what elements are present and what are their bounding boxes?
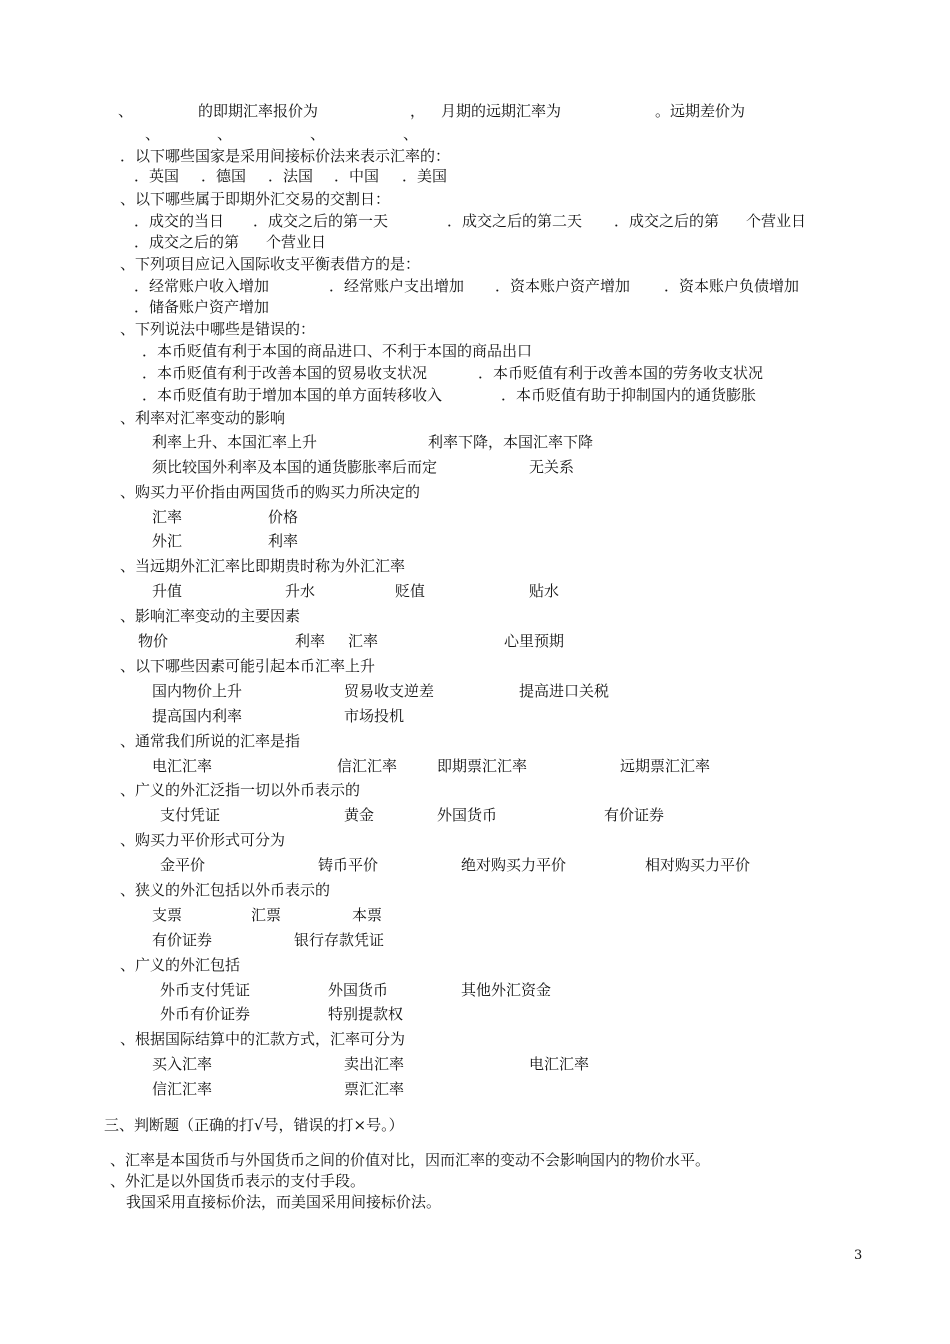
- option: 其他外汇资金: [461, 981, 552, 999]
- option: 信汇汇率: [152, 1080, 213, 1098]
- option: ．资本账户负债增加: [664, 277, 800, 295]
- text-segment: 、当远期外汇汇率比即期贵时称为外汇汇率: [120, 557, 406, 575]
- option: 贬值: [395, 582, 426, 600]
- text-segment: 个营业日: [746, 212, 807, 230]
- option: ．本币贬值有利于改善本国的贸易收支状况: [142, 364, 428, 382]
- text-segment: 、通常我们所说的汇率是指: [120, 732, 301, 750]
- option: 升水: [285, 582, 316, 600]
- text-segment: 、影响汇率变动的主要因素: [120, 607, 301, 625]
- option: 利率: [268, 532, 299, 550]
- option: 特别提款权: [328, 1005, 404, 1023]
- option: 提高进口关税: [519, 682, 610, 700]
- option: 利率上升、本国汇率上升: [152, 433, 318, 451]
- option: ．本币贬值有利于本国的商品进口、不利于本国的商品出口: [142, 342, 533, 360]
- option: ．经常账户收入增加: [134, 277, 270, 295]
- text-segment: 、狭义的外汇包括以外币表示的: [120, 881, 331, 899]
- option: 无关系: [529, 458, 575, 476]
- option: ．美国: [402, 167, 448, 185]
- option: ．成交之后的第一天: [253, 212, 389, 230]
- text-segment: 、购买力平价指由两国货币的购买力所决定的: [120, 483, 421, 501]
- option: 利率下降，本国汇率下降: [428, 433, 594, 451]
- option: 心里预期: [504, 632, 565, 650]
- text-segment: 、下列说法中哪些是错误的：: [120, 320, 316, 338]
- option: ．本币贬值有利于改善本国的劳务收支状况: [478, 364, 764, 382]
- option: ．本币贬值有助于抑制国内的通货膨胀: [501, 386, 757, 404]
- option: 支票: [152, 906, 183, 924]
- option: ．成交之后的第: [614, 212, 720, 230]
- option: 贴水: [529, 582, 560, 600]
- option: 贸易收支逆差: [344, 682, 435, 700]
- option: 外币支付凭证: [160, 981, 251, 999]
- option: 市场投机: [344, 707, 405, 725]
- text-segment: 、利率对汇率变动的影响: [120, 409, 286, 427]
- option: ．德国: [201, 167, 247, 185]
- option: ．法国: [268, 167, 314, 185]
- text-segment: 我国采用直接标价法，而美国采用间接标价法。: [126, 1193, 442, 1211]
- option: 升值: [152, 582, 183, 600]
- option: 金平价: [160, 856, 206, 874]
- option: 有价证券: [152, 931, 213, 949]
- option: 汇率: [152, 508, 183, 526]
- option: 物价: [138, 632, 169, 650]
- option: 汇率: [348, 632, 379, 650]
- text-segment: 、: [118, 102, 134, 120]
- option: 外国货币: [328, 981, 389, 999]
- option: ．本币贬值有助于增加本国的单方面转移收入: [142, 386, 443, 404]
- text-segment: ．以下哪些国家是采用间接标价法来表示汇率的：: [120, 147, 451, 165]
- option: ．经常账户支出增加: [329, 277, 465, 295]
- text-segment: 、根据国际结算中的汇款方式，汇率可分为: [120, 1030, 406, 1048]
- text-segment: ，: [410, 102, 426, 120]
- text-segment: 、以下哪些属于即期外汇交易的交割日：: [120, 190, 391, 208]
- option: 须比较国外利率及本国的通货膨胀率后而定: [152, 458, 438, 476]
- text-segment: 、广义的外汇泛指一切以外币表示的: [120, 781, 361, 799]
- option: 票汇汇率: [344, 1080, 405, 1098]
- text-segment: 个营业日: [266, 233, 327, 251]
- text-segment: 、下列项目应记入国际收支平衡表借方的是：: [120, 255, 421, 273]
- text-segment: 月期的远期汇率为: [441, 102, 562, 120]
- option: 外币有价证券: [160, 1005, 251, 1023]
- option: 电汇汇率: [529, 1055, 590, 1073]
- text-segment: 的即期汇率报价为: [198, 102, 319, 120]
- text-segment: 、: [403, 125, 419, 143]
- option: ．资本账户资产增加: [495, 277, 631, 295]
- option: 银行存款凭证: [294, 931, 385, 949]
- option: 提高国内利率: [152, 707, 243, 725]
- option: 国内物价上升: [152, 682, 243, 700]
- option: ．中国: [334, 167, 380, 185]
- option: 即期票汇汇率: [437, 757, 528, 775]
- option: 有价证券: [604, 806, 665, 824]
- option: ．英国: [134, 167, 180, 185]
- option: 支付凭证: [160, 806, 221, 824]
- option: 绝对购买力平价: [461, 856, 567, 874]
- option: 利率: [295, 632, 326, 650]
- option: 本票: [352, 906, 383, 924]
- option: 外汇: [152, 532, 183, 550]
- option: 外国货币: [437, 806, 498, 824]
- option: ．成交的当日: [134, 212, 225, 230]
- option: 电汇汇率: [152, 757, 213, 775]
- option: ．成交之后的第二天: [447, 212, 583, 230]
- text-segment: 。远期差价为: [655, 102, 746, 120]
- text-segment: 三、判断题（正确的打√号，错误的打×号。）: [104, 1116, 404, 1134]
- option: 黄金: [344, 806, 375, 824]
- option: 买入汇率: [152, 1055, 213, 1073]
- option: 远期票汇汇率: [620, 757, 711, 775]
- option: ．储备账户资产增加: [134, 298, 270, 316]
- text-segment: 、外汇是以外国货币表示的支付手段。: [110, 1172, 366, 1190]
- option: 相对购买力平价: [645, 856, 751, 874]
- text-segment: 、: [145, 125, 161, 143]
- option: 汇票: [251, 906, 282, 924]
- option: 卖出汇率: [344, 1055, 405, 1073]
- option: ．成交之后的第: [134, 233, 240, 251]
- text-segment: 、汇率是本国货币与外国货币之间的价值对比，因而汇率的变动不会影响国内的物价水平。: [110, 1151, 711, 1169]
- option: 信汇汇率: [337, 757, 398, 775]
- text-segment: 、: [217, 125, 233, 143]
- page-number: 3: [854, 1248, 863, 1263]
- text-segment: 、购买力平价形式可分为: [120, 831, 286, 849]
- text-segment: 、: [310, 125, 326, 143]
- text-segment: 、以下哪些因素可能引起本币汇率上升: [120, 657, 376, 675]
- option: 价格: [268, 508, 299, 526]
- option: 铸币平价: [318, 856, 379, 874]
- text-segment: 、广义的外汇包括: [120, 956, 241, 974]
